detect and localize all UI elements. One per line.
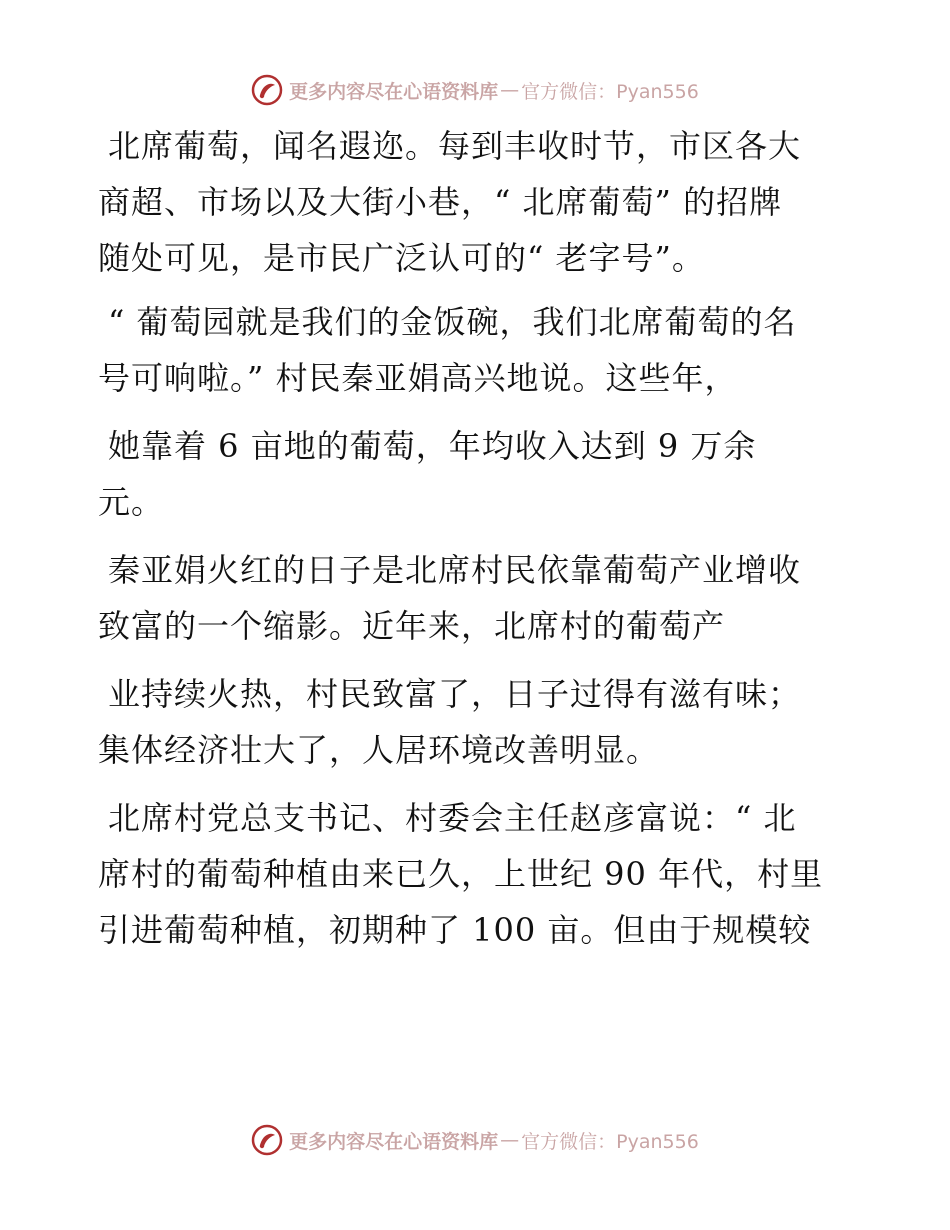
paragraph-line: 元。 xyxy=(98,483,165,521)
footer-wechat-text: 官方微信：Pyan556 xyxy=(521,1130,699,1153)
paragraph-line: “ 葡萄园就是我们的金饭碗，我们北席葡萄的名 xyxy=(108,303,797,341)
header-banner-text: 更多内容尽在心语资料库 xyxy=(289,80,499,103)
paragraph-line: 集体经济壮大了，人居环境改善明显。 xyxy=(98,731,660,769)
paragraph-line: 商超、市场以及大街小巷，“ 北席葡萄” 的招牌 xyxy=(98,183,783,221)
paragraph-line: 北席村党总支书记、村委会主任赵彦富说：“ 北 xyxy=(108,799,797,837)
paragraph-line: 席村的葡萄种植由来已久，上世纪 90 年代，村里 xyxy=(98,855,824,893)
footer-banner-text: 更多内容尽在心语资料库 xyxy=(289,1130,499,1153)
paragraph-line: 业持续火热，村民致富了，日子过得有滋有味； xyxy=(108,675,802,713)
paragraph-line: 她靠着 6 亩地的葡萄，年均收入达到 9 万余 xyxy=(108,427,757,465)
footer-banner-dash: — xyxy=(500,1129,520,1151)
paragraph-line: 引进葡萄种植，初期种了 100 亩。但由于规模较 xyxy=(98,911,812,949)
header-banner-dash: — xyxy=(500,79,520,101)
paragraph-line: 号可响啦。” 村民秦亚娟高兴地说。这些年， xyxy=(98,359,738,397)
paragraph-line: 秦亚娟火红的日子是北席村民依靠葡萄产业增收 xyxy=(108,551,802,589)
document-body xyxy=(98,118,858,958)
header-banner xyxy=(0,70,950,110)
paragraph-line: 北席葡萄，闻名遐迩。每到丰收时节，市区各大 xyxy=(108,127,802,165)
brand-logo-icon xyxy=(251,74,283,106)
paragraph-line: 致富的一个缩影。近年来，北席村的葡萄产 xyxy=(98,607,726,645)
brand-logo-icon xyxy=(251,1124,283,1156)
header-wechat-text: 官方微信：Pyan556 xyxy=(521,80,699,103)
footer-banner xyxy=(0,1120,950,1160)
paragraph-line: 随处可见，是市民广泛认可的“ 老字号”。 xyxy=(98,239,705,277)
